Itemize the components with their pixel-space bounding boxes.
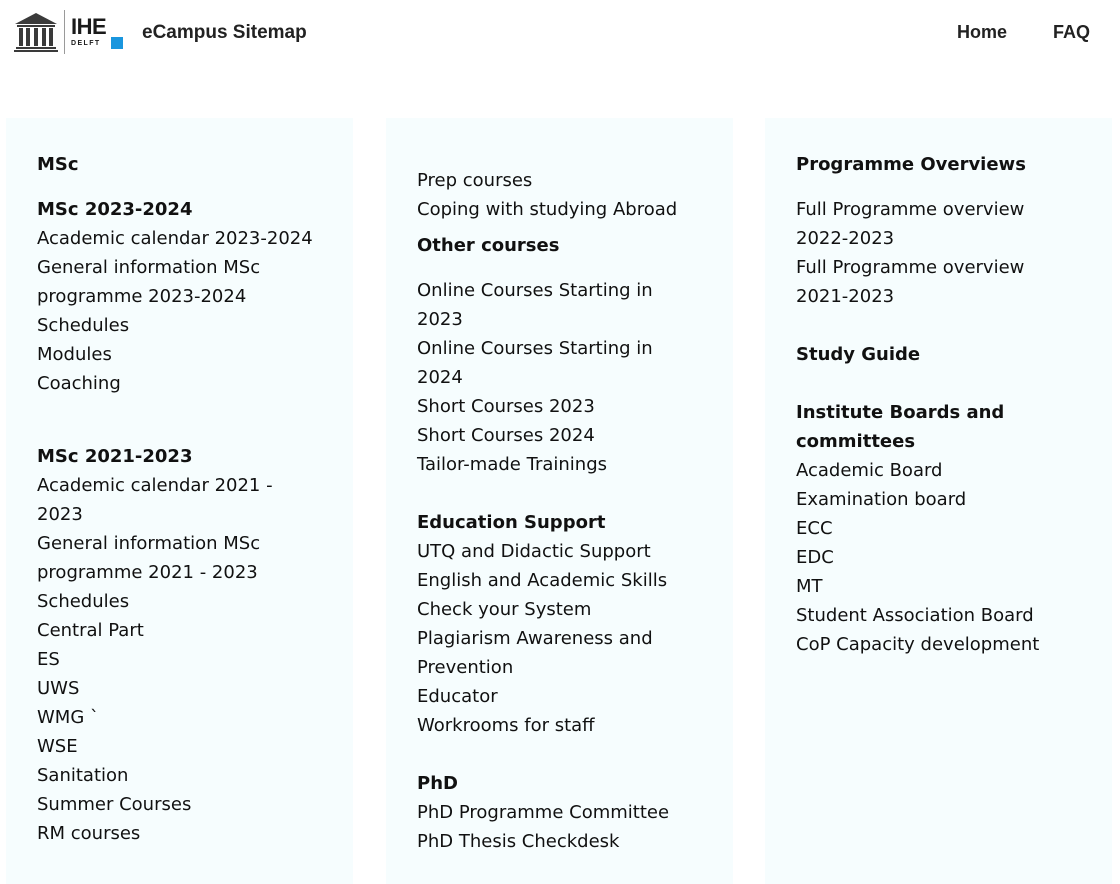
section-heading: Programme Overviews bbox=[796, 154, 1026, 175]
study-guide-link[interactable]: Study Guide bbox=[796, 344, 921, 365]
nav-faq-link[interactable]: FAQ bbox=[1052, 22, 1090, 42]
sitemap-link[interactable]: Short Courses 2024 bbox=[417, 425, 595, 446]
sitemap-column-courses bbox=[386, 118, 733, 884]
sitemap-link[interactable]: PhD Thesis Checkdesk bbox=[417, 831, 620, 852]
logo[interactable] bbox=[14, 9, 127, 55]
sitemap-link[interactable]: ES bbox=[37, 649, 60, 670]
sitemap-column-msc bbox=[6, 118, 353, 884]
section-heading: Education Support bbox=[417, 512, 606, 533]
sitemap-link[interactable]: UTQ and Didactic Support bbox=[417, 541, 651, 562]
sitemap-link[interactable]: WSE bbox=[37, 736, 78, 757]
ihe-delft-logo bbox=[69, 10, 127, 54]
sitemap-link[interactable]: Workrooms for staff bbox=[417, 715, 595, 736]
sitemap-link[interactable]: General information MSc programme 2021 - 2023 bbox=[37, 533, 261, 583]
sitemap-link[interactable]: Check your System bbox=[417, 599, 592, 620]
nav-home-link[interactable]: Home bbox=[956, 22, 1007, 42]
section-heading: MSc bbox=[37, 154, 79, 175]
logo-blue-square bbox=[111, 37, 123, 49]
sitemap-link[interactable]: English and Academic Skills bbox=[417, 570, 668, 591]
sitemap-link[interactable]: Academic calendar 2021 - 2023 bbox=[37, 475, 273, 525]
sitemap-link[interactable]: Central Part bbox=[37, 620, 144, 641]
sitemap-link[interactable]: WMG ` bbox=[37, 707, 99, 728]
section-heading: Institute Boards and committees bbox=[796, 402, 1005, 452]
group-heading: MSc 2021-2023 bbox=[37, 446, 193, 467]
sitemap-link[interactable]: Plagiarism Awareness and Prevention bbox=[417, 628, 653, 678]
sitemap-link[interactable]: UWS bbox=[37, 678, 80, 699]
sitemap-link[interactable]: Full Programme overview 2021-2023 bbox=[796, 257, 1025, 307]
sitemap-link[interactable]: Tailor-made Trainings bbox=[417, 454, 607, 475]
sitemap-link[interactable]: Educator bbox=[417, 686, 498, 707]
unesco-temple-icon bbox=[14, 12, 58, 52]
sitemap-link[interactable]: Online Courses Starting in 2024 bbox=[417, 338, 653, 388]
sitemap-link[interactable]: Online Courses Starting in 2023 bbox=[417, 280, 653, 330]
sitemap-link[interactable]: Examination board bbox=[796, 489, 967, 510]
sitemap-link[interactable]: Coping with studying Abroad bbox=[417, 199, 678, 220]
sitemap-link[interactable]: Sanitation bbox=[37, 765, 129, 786]
page-header bbox=[0, 0, 1120, 70]
sitemap-link[interactable]: CoP Capacity development bbox=[796, 634, 1040, 655]
sitemap-link[interactable]: Modules bbox=[37, 344, 112, 365]
sitemap-link[interactable]: Academic Board bbox=[796, 460, 943, 481]
sitemap-link[interactable]: Schedules bbox=[37, 591, 130, 612]
sitemap-link[interactable]: EDC bbox=[796, 547, 834, 568]
logo-divider bbox=[64, 10, 65, 54]
section-heading: PhD bbox=[417, 773, 458, 794]
sitemap-link[interactable]: Short Courses 2023 bbox=[417, 396, 595, 417]
sitemap-link[interactable]: Summer Courses bbox=[37, 794, 192, 815]
sitemap-link[interactable]: Academic calendar 2023-2024 bbox=[37, 228, 313, 249]
sitemap-column-overviews bbox=[765, 118, 1112, 884]
site-title: eCampus Sitemap bbox=[142, 22, 307, 43]
sitemap-link[interactable]: Schedules bbox=[37, 315, 130, 336]
sitemap-link[interactable]: ECC bbox=[796, 518, 833, 539]
sitemap-link[interactable]: General information MSc programme 2023-2024 bbox=[37, 257, 261, 307]
sitemap-link[interactable]: Student Association Board bbox=[796, 605, 1034, 626]
logo-delft-text: DELFT bbox=[71, 40, 101, 47]
group-heading: MSc 2023-2024 bbox=[37, 199, 193, 220]
top-nav bbox=[957, 20, 1090, 44]
sitemap-link[interactable]: Coaching bbox=[37, 373, 121, 394]
sitemap-link[interactable]: Full Programme overview 2022-2023 bbox=[796, 199, 1025, 249]
logo-ihe-text: IHE bbox=[71, 14, 107, 39]
sitemap-link[interactable]: MT bbox=[796, 576, 823, 597]
sitemap-link[interactable]: Prep courses bbox=[417, 170, 533, 191]
sitemap-link[interactable]: PhD Programme Committee bbox=[417, 802, 670, 823]
sitemap-link[interactable]: RM courses bbox=[37, 823, 141, 844]
section-heading: Other courses bbox=[417, 235, 560, 256]
